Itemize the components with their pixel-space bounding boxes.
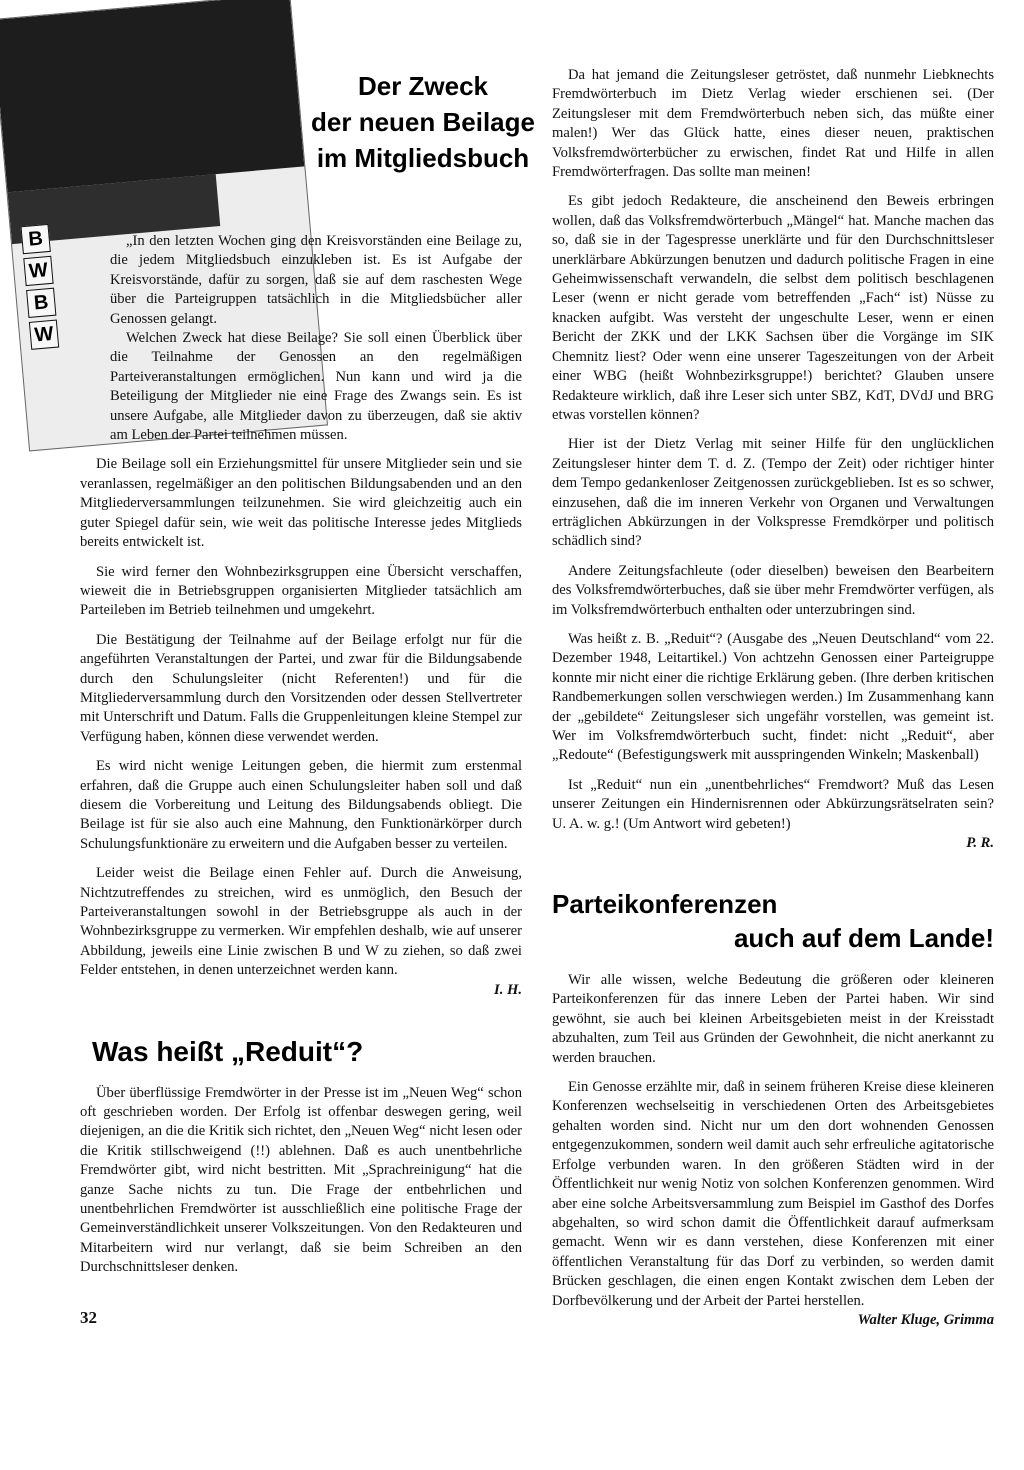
photo-field-w: W bbox=[29, 320, 59, 350]
headline-line: Parteikonferenzen bbox=[552, 889, 778, 920]
headline-line: im Mitgliedsbuch bbox=[316, 143, 530, 173]
photo-field-b: B bbox=[21, 224, 51, 254]
paragraph: Es gibt jedoch Redakteure, die anscheinend den Beweis erbringen wollen, daß das Volksfremdwörterbuch „Mängel“ hat. Manche machen das so, daß sie in der Tagespresse unerklärte und für den Durchschnittsleser unerklärbare Abkürzungen benutzen und dadurch politische Fragen in eine Geheimwissenschaft verwandeln, die selbst dem politisch beschlagenen Leser (wenn er nicht gerade vom betreffenden „Fach“ ist) Nüsse zu knacken aufgibt. Was versteht der ungeschulte Leser, wenn er einen Bericht der ZKK und der LKK Sachsen über die Vorgänge im SIK Chemnitz liest? Oder wenn eine unserer Tageszeitungen von der Arbeit einer WBG (heißt Wohnbezirksgruppe!) berichtet? Glauben unsere Redakteure wirklich, daß ihre Leser sich unter SBZ, KdT, DVdJ und BRG etwas vorstellen können? bbox=[552, 193, 994, 423]
headline-line: Der Zweck bbox=[357, 71, 489, 101]
left-column bbox=[80, 232, 522, 1328]
paragraph: Wir alle wissen, welche Bedeutung die größeren oder kleineren Parteikonferenzen für das innere Leben der Partei haben. Wir sind gewöhnt, sie auch bei kleinen Arbeitsgebieten meist in der Kreisstadt abzuhalten, zum Teil aus Gründen der Gewohnheit, die nicht anerkannt zu werden brauchen. bbox=[552, 972, 994, 1066]
photo-field-w: W bbox=[23, 256, 53, 286]
headline-line: auch auf dem Lande! bbox=[733, 923, 994, 954]
article-headline-reduit: Was heißt „Reduit“? bbox=[92, 1035, 364, 1067]
paragraph: Ist „Reduit“ nun ein „unentbehrliches“ Fremdwort? Muß das Lesen unserer Zeitungen ein Hindernisrennen oder Abkürzungsrätselraten sein? U. A. w. g.! (Um Antwort wird gebeten!) bbox=[552, 776, 994, 832]
paragraph: „In den letzten Wochen ging den Kreisvorständen eine Beilage zu, die jedem Mitgliedsbuch einzukleben ist. Es ist Aufgabe der Kreisvorstände, dafür zu sorgen, daß sie auf dem raschesten Wege über die Parteigruppen tatsächlich in die Mitgliedsbücher aller Genossen gelangt. bbox=[110, 233, 522, 327]
photo-dark-area bbox=[0, 0, 304, 192]
paragraph: Über überflüssige Fremdwörter in der Presse ist im „Neuen Weg“ schon oft geschrieben worden. Der Erfolg ist offenbar deswegen gering, weil diejenigen, an die die Kritik sich richtet, den „Neuen Weg“ nicht lesen oder die Kritik stillschweigend (!!) ablehnen. Daß es auch unentbehrliche Fremdwörter gibt, wird nicht bestritten. Mit „Sprachreinigung“ hat die ganze Sache nichts zu tun. Die Frage der entbehrlichen und unentbehrlichen Fremdwörter ist ausschließlich eine politische Frage der Gemeinverständlichkeit unserer Volkszeitungen. Von den Redakteuren und Mitarbeitern wird nur verlangt, daß sie beim Schreiben an den Durchschnittsleser denken. bbox=[80, 1084, 522, 1276]
right-column bbox=[552, 66, 994, 1330]
paragraph: Die Beilage soll ein Erziehungsmittel für unsere Mitglieder sein und sie veranlassen, regelmäßiger an den politischen Bildungsabenden und an den Mitgliederversammlungen teilzunehmen. Sie wird gleichzeitig auch ein guter Spiegel dafür sein, wie weit das politische Interesse jedes Mitglieds bereits entwickelt ist. bbox=[80, 456, 522, 551]
paragraph: Hier ist der Dietz Verlag mit seiner Hilfe für den unglücklichen Zeitungsleser hinter dem T. d. Z. (Tempo der Zeit) oder richtiger hinter dem Tempo gedankenloser Zeitgenossen zurückgeblieben. Ist es so schwer, einzusehen, daß die im inneren Verkehr von Organen und Verwaltungen erträglichen Abkürzungen in der Volkspresse Fremdkörper und politisch schädlich sind? bbox=[552, 436, 994, 550]
article-headline-beilage bbox=[308, 68, 538, 176]
paragraph: Sie wird ferner den Wohnbezirksgruppen eine Übersicht verschaffen, wieweit die in Betriebsgruppen organisierten Mitglieder tatsächlich am Parteileben im Betrieb teilnehmen und umgekehrt. bbox=[80, 563, 522, 619]
paragraph: Da hat jemand die Zeitungsleser getröstet, daß nunmehr Liebknechts Fremdwörterbuch im Dietz Verlag wieder erschienen sei. (Der Zeitungsleser mit dem Fremdwörterbuch neben sich, das müßte einer malen!) Wer das Glück hatte, eines dieser neuen, praktischen Volksfremdwörterbücher zu erwischen, findet Rat und Hilfe in allen Fremdwörterfragen. Das sollte man meinen! bbox=[552, 67, 994, 181]
photo-field-b: B bbox=[26, 288, 56, 318]
paragraph: Ein Genosse erzählte mir, daß in seinem früheren Kreise diese kleineren Konferenzen wechselseitig in verschiedenen Orten des Arbeitsgebietes gehalten worden sind. Nicht nur um den dort wohnenden Genossen entgegenzukommen, sondern weil damit auch sehr erfreuliche agitatorische Erfolge verbunden waren. In den größeren Städten wird in der Öffentlichkeit nur wenig Notiz von solchen Konferenzen genommen. Wird aber eine solche Arbeitsversammlung zum Beispiel im Gasthof des Dorfes abgehalten, so wird schon damit die Öffentlichkeit darauf aufmerksam gemacht. Wenn wir es dann verstehen, diese Konferenzen mit einer öffentlichen Veranstaltung für das Dorf zu verbinden, so werden damit Brücken geschlagen, die einen engen Kontakt zwischen dem Leben der Dorfbevölkerung und der Arbeit der Partei herstellen. bbox=[552, 1079, 994, 1309]
article-headline-parteikonferenzen bbox=[552, 887, 994, 955]
paragraph: Was heißt z. B. „Reduit“? (Ausgabe des „Neuen Deutschland“ vom 22. Dezember 1948, Leitartikel.) Von achtzehn Genossen einer Parteigruppe konnte mir nicht einer die richtige Erklärung geben. (Ihre derben kritischen Randbemerkungen sollen verschwiegen werden.) Im Zusammenhang kann der „gebildete“ Zeitungsleser sich ungefähr vorstellen, was gemeint ist. Wer im Volksfremdwörterbuch sucht, findet: nicht „Reduit“, aber „Redoute“ (Befestigungswerk mit ausspringenden Winkeln; Maskenball) bbox=[552, 630, 994, 764]
signature: P. R. bbox=[966, 835, 994, 852]
signature: I. H. bbox=[494, 981, 522, 998]
paragraph: Leider weist die Beilage einen Fehler auf. Durch die Anweisung, Nichtzutreffendes zu streichen, wird es unmöglich, den Besuch der Parteiveranstaltungen sowohl in der Betriebsgruppe als auch in der Wohnbezirksgruppe zu vermerken. Wir empfehlen deshalb, wie auf unserer Abbildung, jeweils eine Linie zwischen B und W zu ziehen, so daß zwei Felder entstehen, in denen unterzeichnet werden kann. bbox=[80, 865, 522, 979]
paragraph: Es wird nicht wenige Leitungen geben, die hiermit zum erstenmal erfahren, daß die Gruppe auch einen Schulungsleiter haben soll und daß diesem die Vorbereitung und Leitung des Bildungsabends obliegt. Die Beilage ist für sie also auch eine Mahnung, den Funktionärkörper durch Schulungsfunktionäre zu erweitern und die Aufgaben besser zu verteilen. bbox=[80, 758, 522, 852]
page-number: 32 bbox=[80, 1307, 97, 1327]
paragraph: Welchen Zweck hat diese Beilage? Sie soll einen Überblick über die Teilnahme der Genossen an den regelmäßigen Parteiveranstaltungen ermöglichen. Nun kann und wird ja die Beteiligung der Mitglieder nie eine Frage des Zwangs sein. Es ist unsere Aufgabe, alle Mitglieder davon zu überzeugen, daß sie aktiv am Leben der Partei teilnehmen müssen. bbox=[110, 330, 522, 444]
signature: Walter Kluge, Grimma bbox=[857, 1311, 994, 1328]
paragraph: Andere Zeitungsfachleute (oder dieselben) beweisen den Bearbeitern des Volksfremdwörterbuches, daß sie über mehr Fremdwörter verfügen, als im Volksfremdwörterbuch enthalten oder unterzubringen sind. bbox=[552, 562, 994, 618]
headline-line: der neuen Beilage bbox=[311, 107, 535, 137]
paragraph: Die Bestätigung der Teilnahme auf der Beilage erfolgt nur für die angeführten Veranstaltungen der Partei, und zwar für die Bildungsabende durch den Schulungsleiter (nicht Referenten!) und für die Mitgliederversammlung durch den Vorsitzenden oder dessen Stellvertreter mit Unterschrift und Datum. Falls die Gruppenleitungen kleine Stempel zur Verfügung haben, können diese verwendet werden. bbox=[80, 631, 522, 745]
